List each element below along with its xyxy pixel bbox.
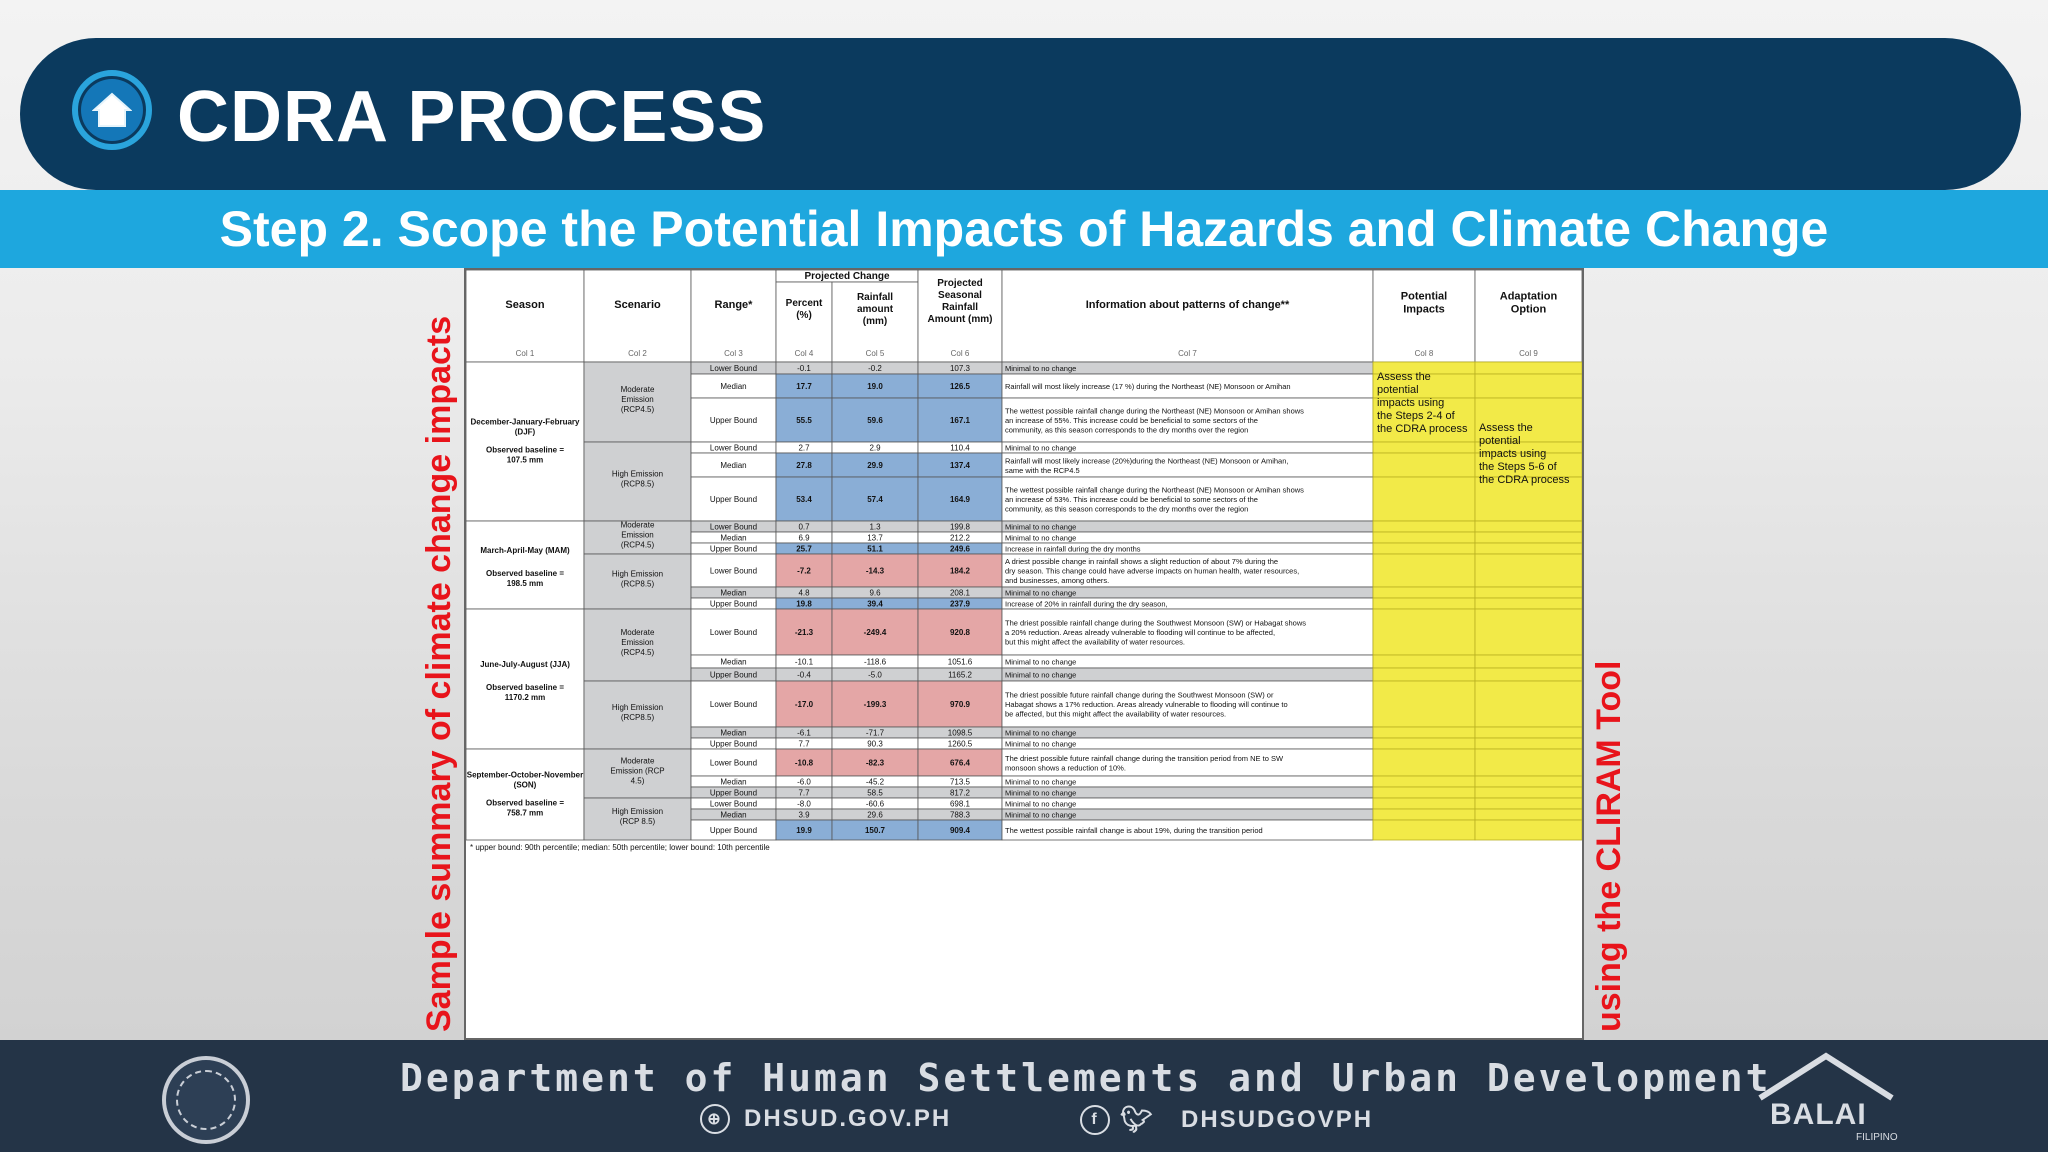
column-number: Col 3: [724, 349, 743, 358]
twitter-icon: 🐦︎: [1120, 1104, 1156, 1134]
info-text: Minimal to no change: [1005, 443, 1077, 453]
header-label: Adaptation Option: [1499, 290, 1558, 316]
impacts-cell: [1373, 787, 1475, 798]
range-label: Median: [720, 777, 747, 787]
season-baseline: Observed baseline = 1170.2 mm: [485, 683, 565, 702]
balai-name: BALAI: [1770, 1098, 1867, 1131]
percent-value: 25.7: [796, 544, 812, 554]
info-text: The driest possible future rainfall change during the Southwest Monsoon (SW) or Habagat shows a 17% reduction. Areas already vulnerable to flooding will continue to be affected, but this might affect the availability of water resources.: [1005, 690, 1288, 719]
impacts-cell: [1373, 442, 1475, 453]
house-roof-icon: [1756, 1052, 1896, 1102]
range-label: Lower Bound: [709, 364, 758, 373]
footer: [0, 1040, 2048, 1152]
seasonal-value: 126.5: [949, 382, 971, 391]
header-label: Projected Change: [804, 271, 890, 282]
seasonal-value: 137.4: [949, 461, 971, 470]
range-label: Median: [720, 728, 747, 738]
info-text: The driest possible rainfall change during the Southwest Monsoon (SW) or Habagat shows a 20% reduction. Areas already vulnerable to flooding will continue to be affected, but this might affect the availability of water resources.: [1005, 618, 1306, 647]
range-label: Upper Bound: [709, 544, 758, 554]
percent-value: 2.7: [798, 443, 810, 453]
adaptation-cell: [1475, 532, 1582, 543]
percent-value: -8.0: [797, 799, 811, 809]
percent-value: -0.1: [797, 364, 811, 373]
left-side-caption: Sample summary of climate change impacts: [420, 315, 458, 1032]
seasonal-value: 107.3: [949, 364, 971, 373]
adaptation-cell: [1475, 738, 1582, 749]
department-name: Department of Human Settlements and Urban Development: [400, 1056, 1772, 1100]
info-text: Minimal to no change: [1005, 739, 1077, 749]
rainfall-value: 90.3: [867, 739, 883, 749]
impacts-cell: [1373, 477, 1475, 521]
balai-filipino-logo: [1756, 1052, 1896, 1144]
page-title: CDRA PROCESS: [177, 77, 767, 157]
range-label: Median: [720, 382, 747, 391]
rainfall-value: -118.6: [863, 657, 887, 667]
impacts-note: Assess the potential impacts using the Steps 2-4 of the CDRA process: [1377, 371, 1468, 435]
seasonal-value: 1260.5: [947, 739, 973, 749]
adaptation-cell: [1475, 749, 1582, 776]
percent-value: -7.2: [797, 566, 811, 576]
seasonal-value: 208.1: [949, 588, 971, 598]
info-text: Minimal to no change: [1005, 777, 1077, 787]
info-text: Minimal to no change: [1005, 799, 1077, 809]
website-text: DHSUD.GOV.PH: [744, 1105, 952, 1132]
impacts-cell: [1373, 809, 1475, 820]
adaptation-cell: [1475, 727, 1582, 738]
season-baseline: Observed baseline = 107.5 mm: [485, 445, 565, 465]
rainfall-value: -199.3: [863, 700, 887, 709]
adaptation-cell: [1475, 554, 1582, 587]
rainfall-value: 2.9: [869, 443, 881, 453]
range-label: Median: [720, 810, 747, 820]
info-text: A driest possible change in rainfall shows a slight reduction of about 7% during the dry season. This change could have adverse impacts on human health, water resources, and businesses, among others.: [1005, 557, 1300, 585]
social-text: DHSUDGOVPH: [1181, 1105, 1374, 1133]
range-label: Upper Bound: [709, 826, 758, 835]
info-text: Increase of 20% in rainfall during the dry season,: [1005, 599, 1168, 609]
impacts-cell: [1373, 453, 1475, 477]
column-number: Col 1: [515, 349, 535, 358]
impacts-cell: [1373, 727, 1475, 738]
rainfall-value: 29.9: [867, 461, 883, 470]
percent-value: 19.9: [796, 826, 812, 835]
percent-value: -21.3: [794, 628, 814, 637]
info-text: Increase in rainfall during the dry months: [1005, 544, 1141, 554]
adaptation-cell: [1475, 587, 1582, 598]
info-text: The wettest possible rainfall change is about 19%, during the transition period: [1005, 826, 1263, 835]
season-name: September-October-November (SON): [466, 770, 584, 790]
percent-value: -10.8: [794, 758, 814, 768]
rainfall-value: -82.3: [865, 758, 885, 768]
impacts-cell: [1373, 532, 1475, 543]
step-banner: [0, 190, 2048, 268]
impacts-table: [464, 268, 1584, 1040]
range-label: Median: [720, 657, 747, 667]
scenario-label: High Emission (RCP8.5): [611, 703, 664, 722]
impacts-cell: [1373, 668, 1475, 681]
balai-sub: FILIPINO: [1856, 1132, 1898, 1143]
seasonal-value: 920.8: [949, 628, 971, 637]
adaptation-cell: [1475, 787, 1582, 798]
impacts-cell: [1373, 776, 1475, 787]
seasonal-value: 1165.2: [948, 670, 972, 680]
header-banner: [20, 38, 2021, 190]
info-text: Minimal to no change: [1005, 728, 1077, 738]
rainfall-value: 150.7: [864, 826, 886, 835]
season-name: December-January-February (DJF): [470, 417, 580, 437]
column-number: Col 4: [794, 349, 814, 358]
rainfall-value: 58.5: [867, 788, 883, 798]
home-button[interactable]: [72, 70, 152, 150]
seasonal-value: 1051.6: [947, 657, 973, 667]
season-cell: [466, 362, 584, 521]
range-label: Lower Bound: [709, 628, 758, 637]
info-text: Minimal to no change: [1005, 533, 1077, 543]
header-label: Rainfall amount (mm): [856, 292, 894, 327]
range-label: Upper Bound: [709, 788, 758, 798]
range-label: Upper Bound: [709, 416, 758, 425]
adaptation-cell: [1475, 668, 1582, 681]
rainfall-value: 9.6: [869, 588, 881, 598]
percent-value: 27.8: [796, 461, 812, 470]
step-title: Step 2. Scope the Potential Impacts of Hazards and Climate Change: [219, 201, 1829, 257]
header-label: Potential Impacts: [1400, 290, 1448, 316]
adaptation-cell: [1475, 598, 1582, 609]
range-label: Lower Bound: [709, 758, 758, 768]
percent-value: 3.9: [798, 810, 810, 820]
impacts-cell: [1373, 655, 1475, 668]
header-label: Range*: [714, 299, 753, 311]
scenario-label: Moderate Emission (RCP4.5): [620, 520, 655, 550]
seasonal-value: 698.1: [949, 799, 971, 809]
seasonal-value: 817.2: [949, 788, 971, 798]
rainfall-value: -14.3: [865, 566, 885, 576]
info-text: Minimal to no change: [1005, 670, 1077, 680]
season-name: June-July-August (JJA): [480, 660, 570, 669]
range-label: Lower Bound: [709, 700, 758, 709]
percent-value: -6.0: [797, 777, 811, 787]
percent-value: -17.0: [794, 700, 814, 709]
scenario-label: Moderate Emission (RCP4.5): [620, 628, 655, 657]
rainfall-value: 57.4: [867, 495, 883, 504]
seasonal-value: 1098.5: [947, 728, 973, 738]
adaptation-cell: [1475, 776, 1582, 787]
impacts-cell: [1373, 543, 1475, 554]
impacts-cell: [1373, 521, 1475, 532]
impacts-cell: [1373, 820, 1475, 840]
impacts-cell: [1373, 798, 1475, 809]
info-text: Minimal to no change: [1005, 364, 1077, 373]
range-label: Upper Bound: [709, 670, 758, 680]
percent-value: 53.4: [796, 495, 812, 504]
scenario-label: Moderate Emission (RCP4.5): [620, 385, 655, 414]
column-number: Col 7: [1178, 349, 1197, 358]
adaptation-note: Assess the potential impacts using the Steps 5-6 of the CDRA process: [1479, 422, 1570, 486]
percent-value: 7.7: [798, 739, 810, 749]
season-baseline: Observed baseline = 758.7 mm: [485, 798, 565, 818]
header-label: Percent (%): [785, 298, 823, 321]
info-text: Rainfall will most likely increase (17 %) during the Northeast (NE) Monsoon or Amihan: [1005, 382, 1291, 391]
season-name: March-April-May (MAM): [480, 546, 570, 555]
seasonal-value: 164.9: [949, 495, 971, 504]
info-text: Minimal to no change: [1005, 522, 1077, 532]
right-side-caption: using the CLIRAM Tool: [1590, 660, 1628, 1032]
rainfall-value: -60.6: [865, 799, 885, 809]
seasonal-value: 184.2: [949, 566, 971, 576]
scenario-label: High Emission (RCP8.5): [611, 469, 664, 489]
adaptation-cell: [1475, 521, 1582, 532]
seasonal-value: 199.8: [949, 522, 971, 532]
impacts-cell: [1373, 738, 1475, 749]
scenario-label: High Emission (RCP8.5): [611, 569, 664, 589]
adaptation-cell: [1475, 655, 1582, 668]
percent-value: -6.1: [797, 728, 811, 738]
adaptation-cell: [1475, 374, 1582, 398]
column-number: Col 9: [1519, 349, 1538, 358]
rainfall-value: -45.2: [865, 777, 885, 787]
impacts-cell: [1373, 609, 1475, 655]
header-label: Season: [505, 299, 545, 311]
percent-value: 7.7: [798, 788, 810, 798]
social-handle[interactable]: [1080, 1104, 1373, 1135]
rainfall-value: -249.4: [863, 628, 887, 637]
info-text: The driest possible future rainfall change during the transition period from NE to SW monsoon shows a reduction of 10%.: [1005, 753, 1284, 773]
percent-value: -0.4: [797, 670, 811, 680]
rainfall-value: -0.2: [868, 364, 882, 373]
percent-value: 0.7: [798, 522, 810, 532]
impacts-cell: [1373, 681, 1475, 727]
globe-icon: ⊕: [700, 1104, 730, 1134]
range-label: Upper Bound: [709, 739, 758, 749]
scenario-label: Moderate Emission (RCP 4.5): [610, 756, 665, 786]
season-cell: [466, 609, 584, 749]
range-label: Lower Bound: [709, 443, 758, 453]
range-label: Upper Bound: [709, 495, 758, 504]
range-label: Lower Bound: [709, 799, 758, 809]
impacts-cell: [1373, 587, 1475, 598]
percent-value: 4.8: [798, 588, 810, 598]
header-label: Information about patterns of change**: [1085, 299, 1290, 311]
adaptation-cell: [1475, 809, 1582, 820]
rainfall-value: 13.7: [867, 533, 883, 543]
impacts-cell: [1373, 749, 1475, 776]
range-label: Median: [720, 588, 747, 598]
adaptation-cell: [1475, 609, 1582, 655]
rainfall-value: 51.1: [867, 544, 883, 554]
range-label: Median: [720, 461, 747, 470]
facebook-icon: f: [1080, 1105, 1110, 1135]
range-label: Lower Bound: [709, 566, 758, 576]
adaptation-cell: [1475, 820, 1582, 840]
info-text: Minimal to no change: [1005, 788, 1077, 798]
impacts-table-svg: [466, 270, 1582, 1038]
info-text: Minimal to no change: [1005, 588, 1077, 598]
info-text: Rainfall will most likely increase (20%)during the Northeast (NE) Monsoon or Amihan, same with the RCP4.5: [1005, 456, 1289, 475]
rainfall-value: 29.6: [867, 810, 883, 820]
info-text: Minimal to no change: [1005, 810, 1077, 820]
adaptation-cell: [1475, 543, 1582, 554]
percent-value: 6.9: [798, 533, 810, 543]
seasonal-value: 909.4: [949, 826, 971, 835]
impacts-cell: [1373, 598, 1475, 609]
season-baseline: Observed baseline = 198.5 mm: [485, 569, 565, 588]
table-footnote: * upper bound: 90th percentile; median: 50th percentile; lower bound: 10th percentile: [470, 843, 770, 852]
season-cell: [466, 521, 584, 609]
seasonal-value: 788.3: [949, 810, 971, 820]
range-label: Median: [720, 533, 747, 543]
seasonal-value: 713.5: [949, 777, 971, 787]
seasonal-value: 249.6: [949, 544, 971, 554]
seasonal-value: 167.1: [949, 416, 971, 425]
adaptation-cell: [1475, 362, 1582, 374]
column-number: Col 2: [628, 349, 647, 358]
rainfall-value: 39.4: [867, 599, 883, 609]
info-text: Minimal to no change: [1005, 657, 1077, 667]
rainfall-value: -71.7: [865, 728, 885, 738]
column-number: Col 6: [950, 349, 970, 358]
impacts-cell: [1373, 554, 1475, 587]
info-text: The wettest possible rainfall change during the Northeast (NE) Monsoon or Amihan shows an increase of 53%. This increase could be beneficial to some sectors of the community, as this season corresponds to the dry months over the region: [1005, 485, 1304, 514]
dhsud-seal-logo: [162, 1056, 250, 1144]
column-number: Col 8: [1414, 349, 1434, 358]
home-icon: [81, 79, 143, 141]
seasonal-value: 970.9: [949, 700, 971, 709]
rainfall-value: 19.0: [867, 382, 883, 391]
seasonal-value: 212.2: [949, 533, 971, 543]
rainfall-value: 59.6: [867, 416, 883, 425]
rainfall-value: 1.3: [869, 522, 881, 532]
adaptation-cell: [1475, 681, 1582, 727]
seasonal-value: 110.4: [950, 443, 970, 453]
seasonal-value: 676.4: [949, 758, 971, 768]
header-label: Projected Seasonal Rainfall Amount (mm): [927, 278, 993, 325]
column-number: Col 5: [865, 349, 885, 358]
percent-value: 55.5: [796, 416, 812, 425]
range-label: Upper Bound: [709, 599, 758, 609]
seasonal-value: 237.9: [949, 599, 971, 609]
website-link[interactable]: [700, 1104, 951, 1134]
info-text: The wettest possible rainfall change during the Northeast (NE) Monsoon or Amihan shows an increase of 55%. This increase could be beneficial to some sectors of the community, as this season corresponds to the dry months over the region: [1005, 406, 1304, 435]
header-label: Scenario: [614, 299, 661, 311]
scenario-label: High Emission (RCP 8.5): [611, 807, 664, 826]
range-label: Lower Bound: [709, 522, 758, 532]
percent-value: -10.1: [794, 657, 814, 667]
rainfall-value: -5.0: [868, 670, 882, 680]
percent-value: 17.7: [796, 382, 812, 391]
adaptation-cell: [1475, 798, 1582, 809]
season-cell: [466, 749, 584, 840]
percent-value: 19.8: [796, 599, 812, 609]
